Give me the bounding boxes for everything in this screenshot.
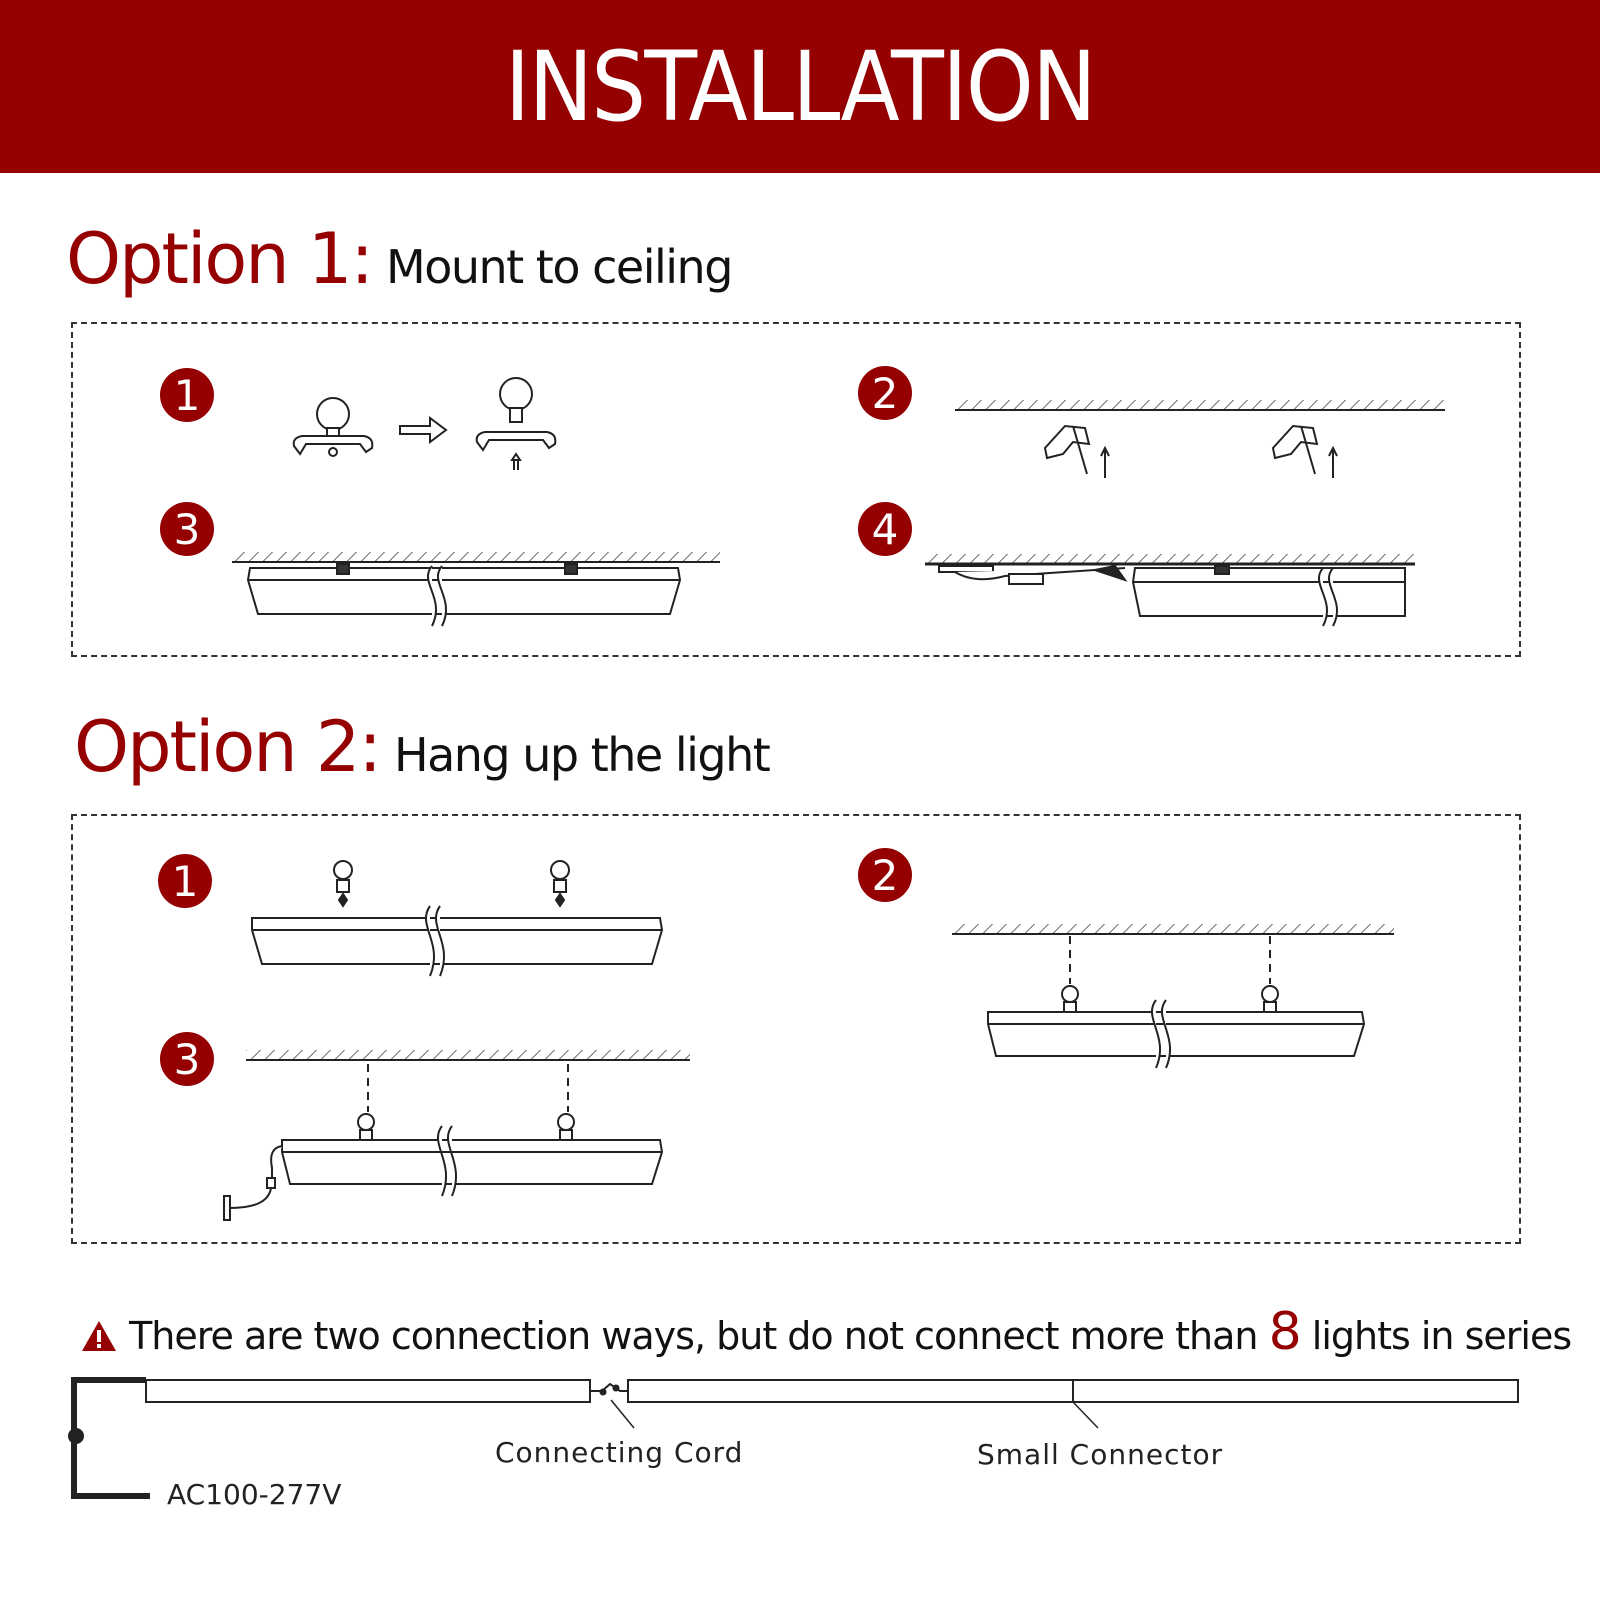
option-2-step-2-illustration [952,922,1402,1072]
warning-count: 8 [1268,1302,1301,1362]
option-1-step-1-badge: 1 [160,368,214,422]
option-1-step-1-illustration [280,380,580,490]
option-2-step-3-illustration [220,1048,700,1228]
option-1-heading [66,218,732,300]
option-1-step-2-illustration [955,398,1455,493]
option-2-heading [74,706,769,788]
page-title: INSTALLATION [504,30,1096,143]
warning-triangle-icon [80,1318,118,1362]
small-connector-label: Small Connector [977,1438,1224,1471]
option-1-label: Option 1: [66,218,372,300]
warning-text-before: There are two connection ways, but do not connect more than [129,1314,1258,1358]
warning-text-after: lights in series [1311,1314,1572,1358]
option-1-step-3-badge: 3 [160,502,214,556]
option-1-step-4-illustration [925,552,1425,632]
option-1-step-3-illustration [232,550,732,630]
option-1-step-4-badge: 4 [858,502,912,556]
option-2-step-3-badge: 3 [160,1032,214,1086]
warning-text [80,1302,1572,1362]
option-2-subtitle: Hang up the light [394,728,770,782]
connecting-cord-label: Connecting Cord [495,1436,744,1469]
option-1-step-2-badge: 2 [858,366,912,420]
header-banner [0,0,1600,173]
option-2-step-2-badge: 2 [858,848,912,902]
option-2-step-1-badge: 1 [158,854,212,908]
voltage-label: AC100-277V [167,1478,342,1511]
option-2-label: Option 2: [74,706,380,788]
option-2-step-1-illustration [250,858,670,978]
option-1-subtitle: Mount to ceiling [386,240,732,294]
